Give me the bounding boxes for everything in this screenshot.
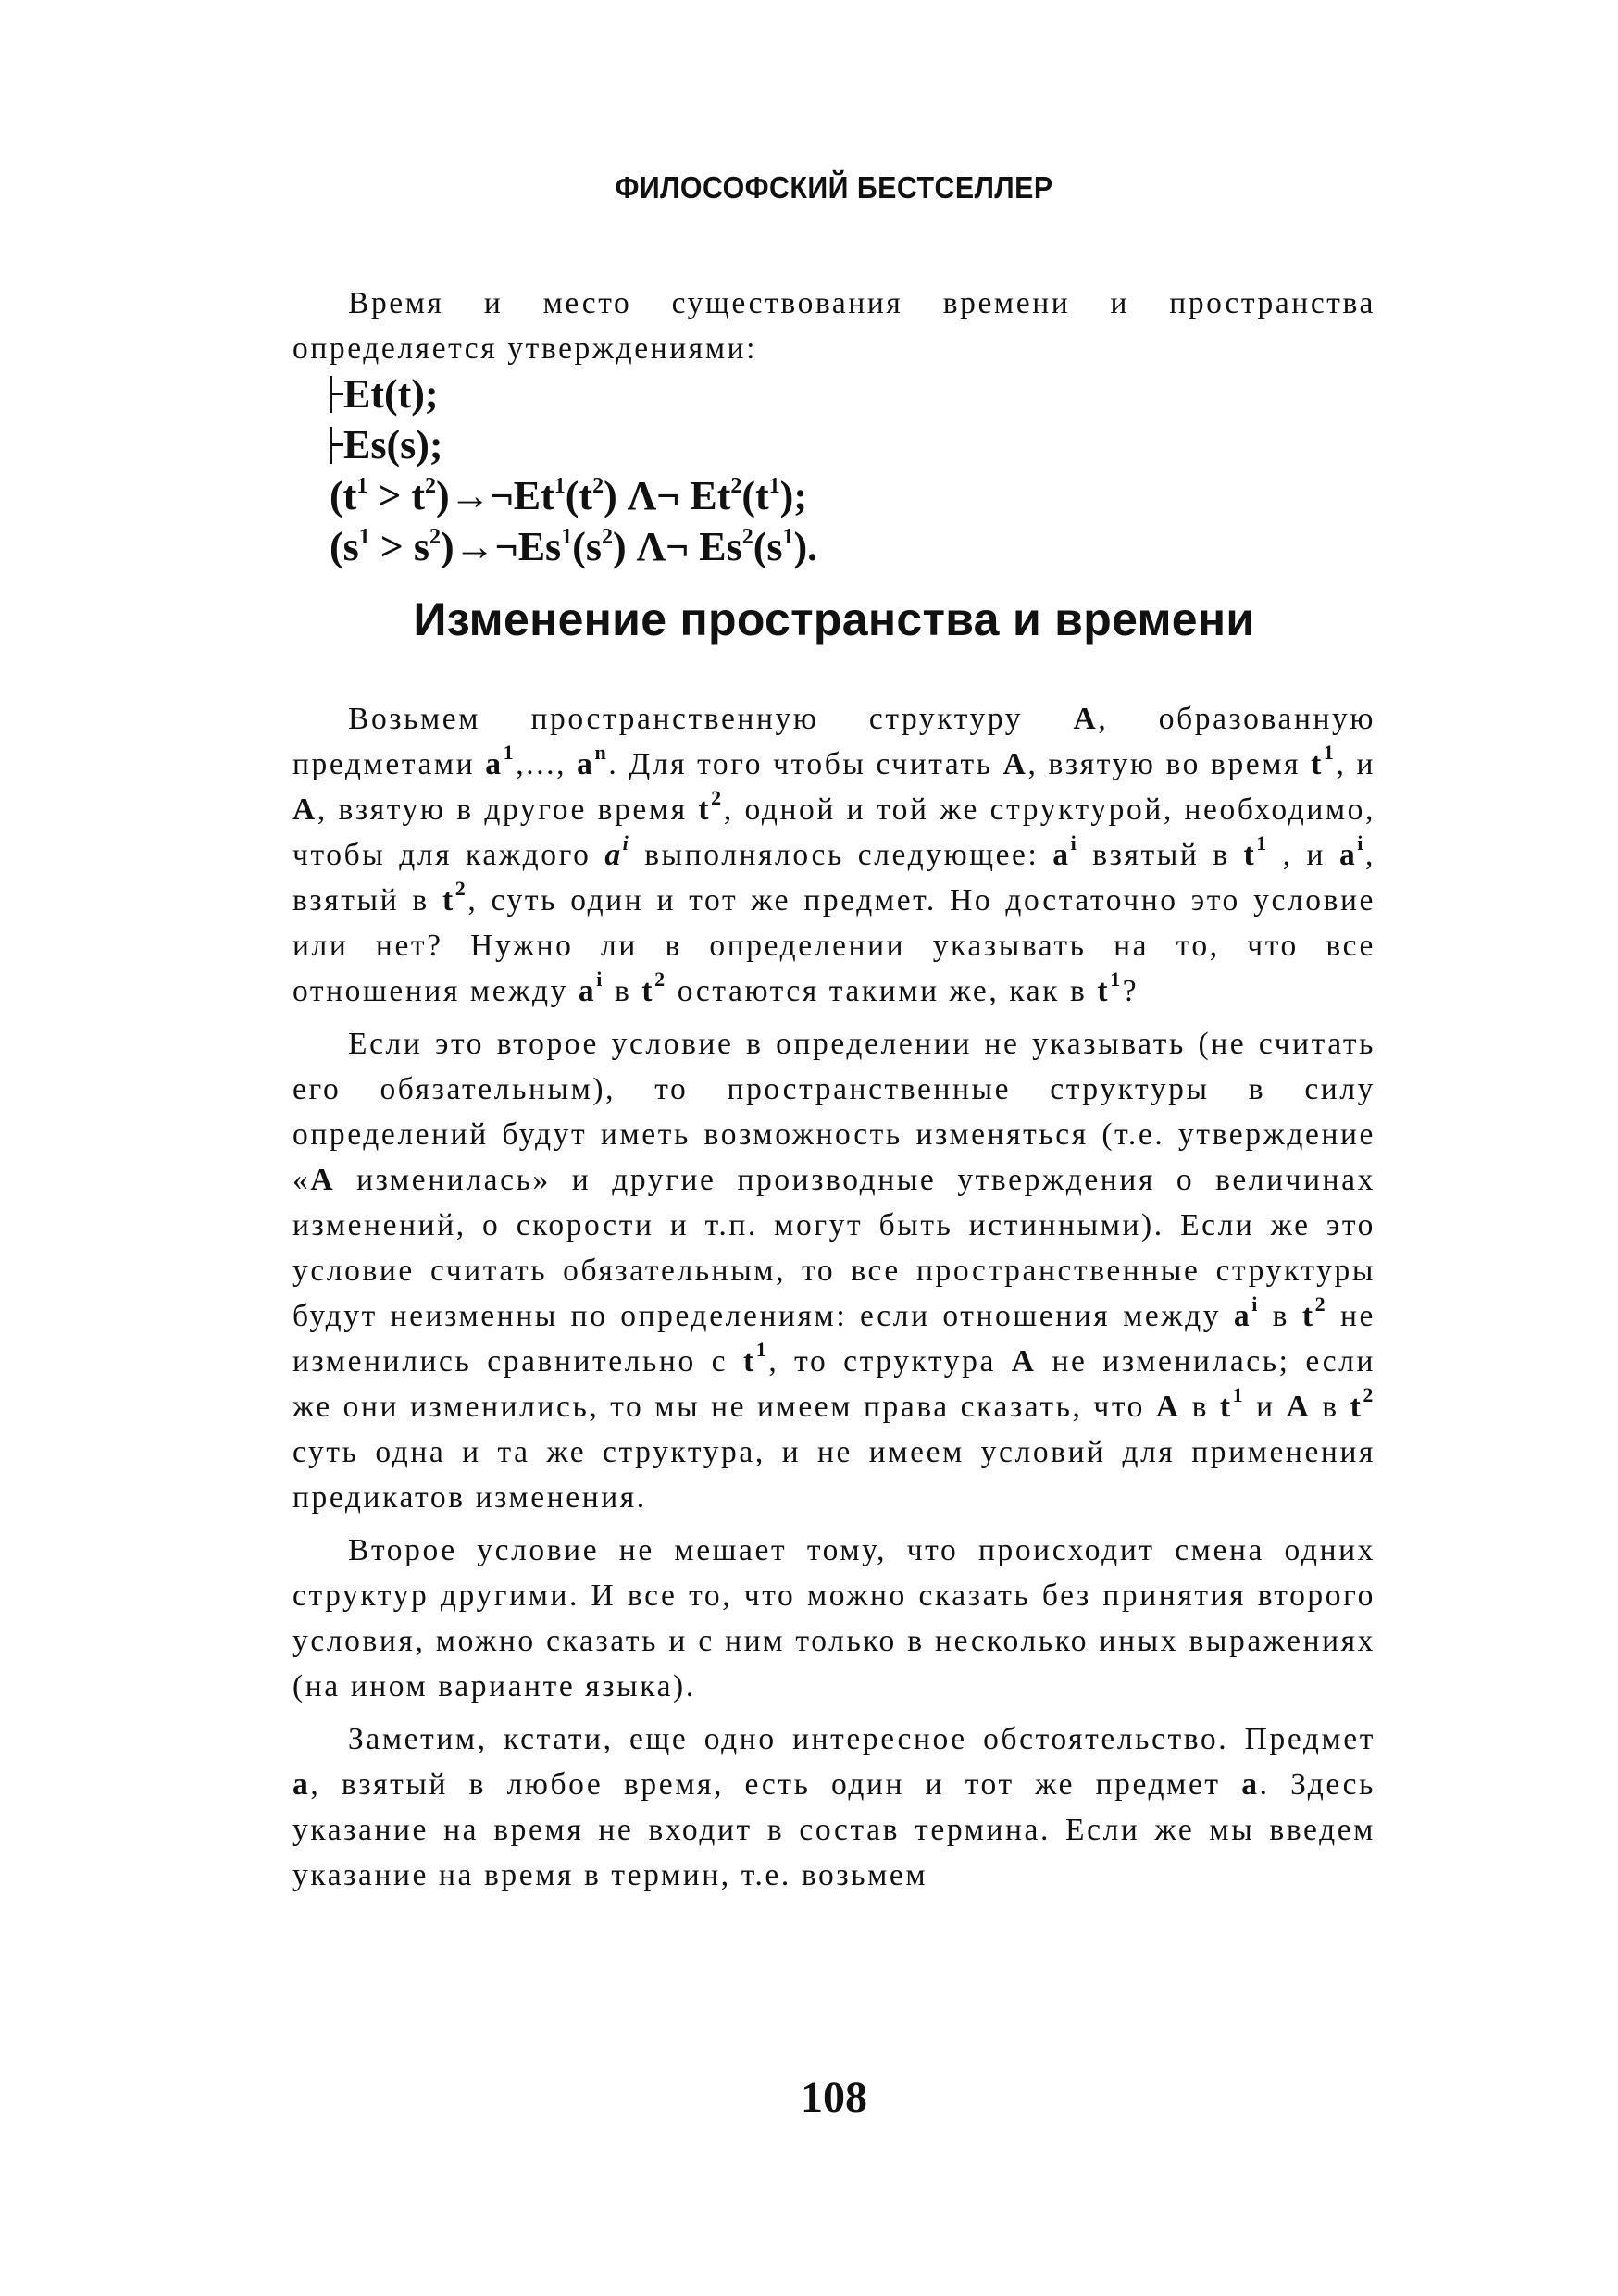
paragraph-2: Если это второе условие в определении не указывать (не считать его обязательным), то пространственные структуры в силу определений будут иметь возможность изменяться (т.е. утверждение «А изменилась» и другие производные утверждения о величинах изменений, о скорости и т.п. могут быть истинными). Если же это условие считать обязательным, то все пространственные структуры будут неизменны по определениям: если отношения между $а^i$ в $t^2$ не изменились сравнительно с $t^1$, то структура А не изменилась; если же они изменились, то мы не имеем права сказать, что А в $t^1$ и А в $t^2$ суть одна и та же структура, и не имеем условий для применения предикатов изменения. (292, 1027, 1376, 1515)
formula-es: Es(s); (330, 419, 817, 470)
running-head: ФИЛОСОФСКИЙ БЕСТСЕЛЛЕР (615, 170, 1053, 205)
paragraph-4: Заметим, кстати, еще одно интересное обстоятельство. Предмет а, взятый в любое время, есть один и тот же предмет а. Здесь указание на время не входит в состав термина. Если же мы введем указание на время в термин, т.е. возьмем (292, 1722, 1375, 1892)
turnstile-icon (330, 376, 338, 413)
intro-paragraph: Время и место существования времени и пространства определяется утверждениями: (292, 286, 1375, 366)
paragraph-1: Возьмем пространственную структуру А, образованную предметами $а^1$,..., $а^n$. Для того чтобы считать А, взятую во время $t^1$, и А, взятую в другое время $t^2$, одной и той же структурой, необходимо, чтобы для каждого $a^i$ выполнялось следующее: $а^i$ взятый в $t^1$ , и $а^i$, взятый в $t^2$, суть один и тот же предмет. Но достаточно это условие или нет? Нужно ли в определении указывать на то, что все отношения между $а^i$ в $t^2$ остаются такими же, как в $t^1$? (292, 702, 1376, 1008)
formula-time-order: ($t^1$ > $t^2)\to\neg Et^1(t^2)$ Λ¬ $Et^2(t^1)$; (330, 473, 807, 518)
formula-et: Et(t); (330, 368, 817, 419)
turnstile-icon (330, 427, 338, 464)
section-title: Изменение пространства и времени (413, 593, 1255, 645)
formula-block (330, 368, 817, 572)
paragraph-3: Второе условие не мешает тому, что происходит смена одних структур другими. И все то, что можно сказать без принятия второго условия, можно сказать и с ним только в несколько иных выражениях (на ином варианте языка). (292, 1533, 1375, 1703)
body-text (292, 696, 1375, 1905)
page-number: 108 (801, 2073, 867, 2122)
formula-space-order: ($s^1$ > $s^2)\to\neg Es^1(s^2)$ Λ¬ $Es^2(s^1)$. (330, 524, 818, 569)
